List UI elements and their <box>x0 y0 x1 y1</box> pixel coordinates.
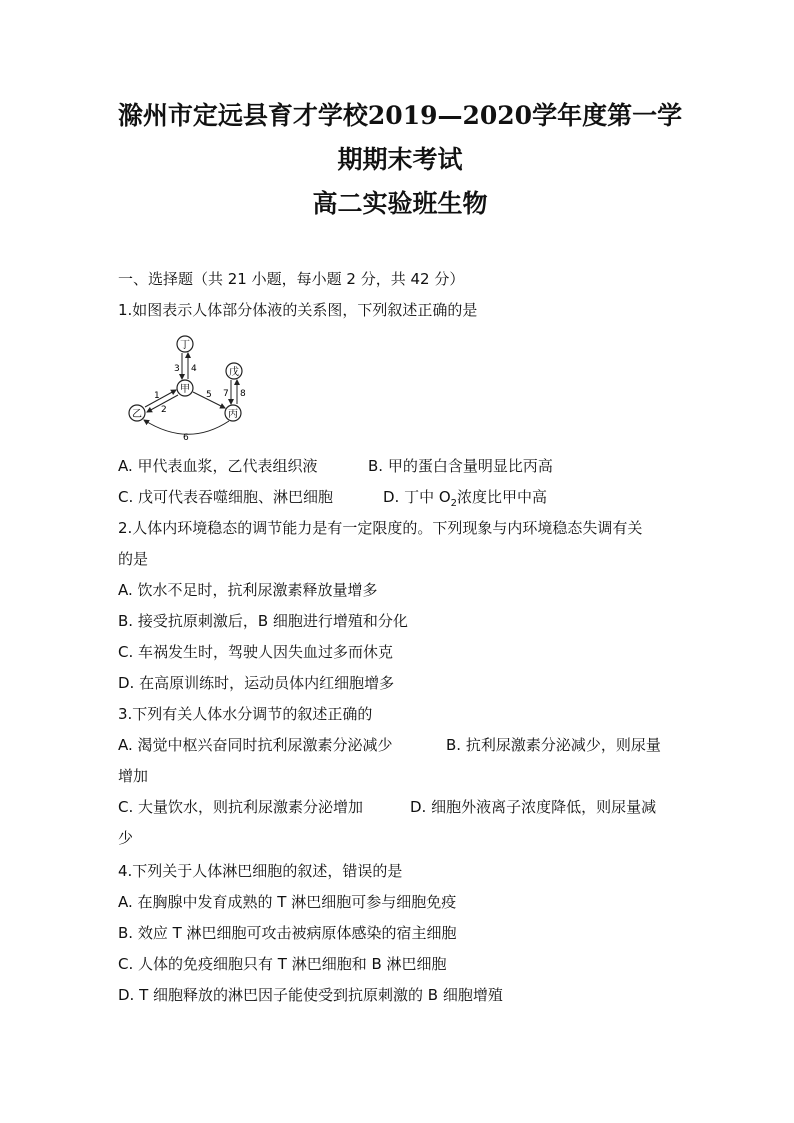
q4-option-d: D. T 细胞释放的淋巴因子能使受到抗原刺激的 B 细胞增殖 <box>118 986 503 1004</box>
q2-option-b: B. 接受抗原刺激后，B 细胞进行增殖和分化 <box>118 612 408 630</box>
section-heading: 一、选择题（共 21 小题，每小题 2 分，共 42 分） <box>118 270 465 288</box>
svg-text:戊: 戊 <box>229 367 239 378</box>
node-yi <box>129 405 145 421</box>
q4-option-c: C. 人体的免疫细胞只有 T 淋巴细胞和 B 淋巴细胞 <box>118 955 447 973</box>
q3-option-b-cont: 增加 <box>118 767 149 785</box>
q3-option-b: B. 抗利尿激素分泌减少，则尿量 <box>446 736 661 754</box>
q2-stem-line2: 的是 <box>118 550 149 568</box>
q1-option-d: D. 丁中 $O_2$浓度比甲中高 <box>383 488 548 509</box>
q3-option-d: D. 细胞外液离子浓度降低，则尿量减 <box>410 798 657 816</box>
svg-text:甲: 甲 <box>180 384 190 395</box>
arrow-label-7: 7 <box>223 389 229 399</box>
q3-option-d-cont: 少 <box>118 829 134 847</box>
q3-option-a: A. 渴觉中枢兴奋同时抗利尿激素分泌减少 B. 抗利尿激素分泌减少，则尿量 <box>118 736 661 754</box>
arrow-label-1: 1 <box>154 391 160 401</box>
q2-option-d: D. 在高原训练时，运动员体内红细胞增多 <box>118 674 395 692</box>
svg-text:乙: 乙 <box>132 409 142 420</box>
q1-stem: 1.如图表示人体部分体液的关系图，下列叙述正确的是 <box>118 301 478 319</box>
q1-option-c: C. 戊可代表吞噬细胞、淋巴细胞 D. 丁中 $O_2$浓度比甲中高 <box>118 486 698 508</box>
title-line-3: 高二实验班生物 <box>312 189 488 218</box>
node-wu <box>226 363 242 379</box>
arrow-label-8: 8 <box>240 389 246 399</box>
q4-option-b: B. 效应 T 淋巴细胞可攻击被病原体感染的宿主细胞 <box>118 924 457 942</box>
title-line-2: 期期末考试 <box>337 145 463 174</box>
arrow-label-3: 3 <box>174 364 180 374</box>
q3-stem: 3.下列有关人体水分调节的叙述正确的 <box>118 705 373 723</box>
svg-text:丙: 丙 <box>228 409 238 420</box>
arrow-label-2: 2 <box>161 405 167 415</box>
node-jia <box>177 380 193 396</box>
q2-option-c: C. 车祸发生时，驾驶人因失血过多而休克 <box>118 643 394 661</box>
svg-text:丁: 丁 <box>180 340 190 351</box>
title-line-1: 滁州市定远县育才学校2019—2020学年度第一学 <box>117 101 683 130</box>
q1-option-b: B. 甲的蛋白含量明显比丙高 <box>368 457 553 475</box>
node-bing <box>225 405 241 421</box>
arrow-label-4: 4 <box>191 364 197 374</box>
q1-option-a: A. 甲代表血浆，乙代表组织液 B. 甲的蛋白含量明显比丙高 <box>118 457 553 475</box>
q2-option-a: A. 饮水不足时，抗利尿激素释放量增多 <box>118 581 378 599</box>
node-ding <box>177 336 193 352</box>
q3-option-c: C. 大量饮水，则抗利尿激素分泌增加 D. 细胞外液离子浓度降低，则尿量减 <box>118 798 657 816</box>
body-fluid-diagram <box>118 330 258 442</box>
q4-stem: 4.下列关于人体淋巴细胞的叙述，错误的是 <box>118 862 403 880</box>
arrow-label-6: 6 <box>183 433 189 442</box>
q4-option-a: A. 在胸腺中发育成熟的 T 淋巴细胞可参与细胞免疫 <box>118 893 457 911</box>
q2-stem-line1: 2.人体内环境稳态的调节能力是有一定限度的。下列现象与内环境稳态失调有关 <box>118 519 643 537</box>
arrow-label-5: 5 <box>206 390 212 400</box>
